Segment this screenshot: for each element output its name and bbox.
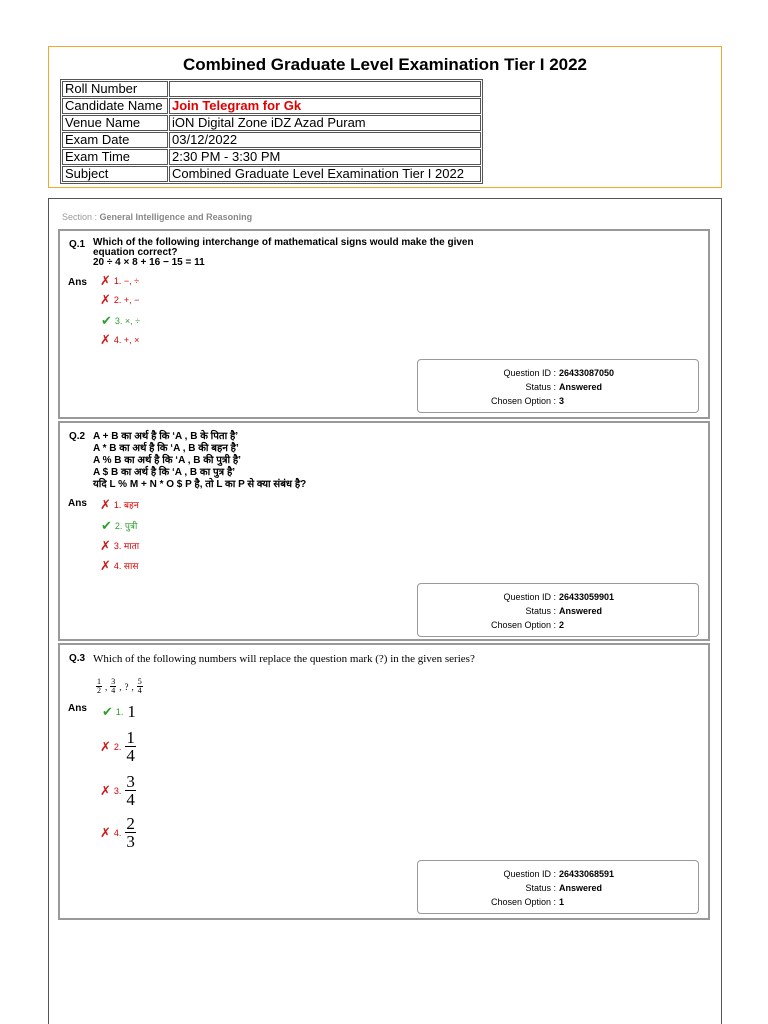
chosen-option-label: Chosen Option : (490, 396, 556, 406)
question-line: A * B का अर्थ है कि ‘A , B की बहन है’ (93, 443, 239, 454)
question-id-label: Question ID : (503, 592, 556, 602)
question-meta (417, 583, 699, 637)
answer-label: Ans (68, 498, 87, 509)
cross-mark-icon: ✗ (100, 782, 111, 798)
question-number: Q.3 (69, 653, 86, 664)
status-row (418, 606, 698, 616)
numerator: 2 (126, 814, 135, 833)
numerator: 3 (126, 772, 135, 791)
option-text: 3. (113, 785, 122, 796)
option-2 (100, 729, 136, 764)
question-line: 20 ÷ 4 × 8 + 16 − 15 = 11 (93, 257, 205, 268)
question-id-value: 26433068591 (559, 869, 615, 879)
subject-value: Combined Graduate Level Examination Tier I 2022 (169, 166, 481, 182)
cross-mark-icon: ✗ (100, 557, 111, 573)
cross-mark-icon: ✗ (100, 496, 111, 512)
question-card-1 (58, 229, 710, 419)
question-id-value: 26433087050 (559, 368, 615, 378)
status-row (418, 382, 698, 392)
question-line: A % B का अर्थ है कि ‘A , B की पुत्री है’ (93, 455, 241, 466)
table-row (62, 166, 481, 182)
chosen-option-value: 1 (559, 897, 565, 907)
option-1 (102, 702, 136, 722)
numerator: 5 (137, 677, 142, 686)
subject-label: Subject (62, 166, 168, 182)
chosen-option-label: Chosen Option : (490, 897, 556, 907)
option-value: 1 (127, 702, 136, 721)
roll-number-value (169, 81, 481, 97)
status-value: Answered (559, 382, 603, 392)
numerator: 1 (97, 677, 101, 686)
chosen-option-row (418, 620, 698, 630)
question-number: Q.1 (69, 239, 86, 250)
question-line: Which of the following interchange of mathematical signs would make the given (93, 237, 474, 248)
question-id-row (418, 592, 698, 602)
section-name: General Intelligence and Reasoning (99, 212, 253, 222)
numerator: 3 (111, 677, 116, 686)
option-4 (100, 559, 138, 572)
option-1 (100, 498, 139, 511)
option-fraction (125, 729, 136, 764)
series-fraction (137, 678, 143, 695)
series-separator: , (119, 681, 122, 692)
option-3 (100, 539, 139, 552)
option-text: 3. ×, ÷ (114, 316, 141, 326)
chosen-option-value: 2 (559, 620, 565, 630)
table-row (62, 132, 481, 148)
table-row (62, 115, 481, 131)
section-prefix: Section : (62, 212, 100, 222)
cross-mark-icon: ✗ (100, 738, 111, 754)
cross-mark-icon: ✗ (100, 537, 111, 553)
question-id-label: Question ID : (503, 869, 556, 879)
question-id-value: 26433059901 (559, 592, 615, 602)
answer-label: Ans (68, 277, 87, 288)
option-1 (100, 273, 140, 288)
cross-mark-icon: ✗ (100, 273, 111, 288)
exam-time-label: Exam Time (62, 149, 168, 165)
question-line: equation correct? (93, 247, 178, 258)
option-fraction (125, 773, 136, 808)
question-id-label: Question ID : (503, 368, 556, 378)
question-text (93, 238, 474, 268)
series-fraction (96, 678, 102, 695)
roll-number-label: Roll Number (62, 81, 168, 97)
option-3 (100, 773, 136, 808)
cross-mark-icon: ✗ (100, 824, 111, 840)
option-text: 4. सास (113, 561, 139, 571)
check-mark-icon: ✔ (101, 517, 112, 533)
chosen-option-row (418, 897, 698, 907)
option-2 (101, 519, 137, 532)
option-4 (100, 815, 136, 850)
status-label: Status : (525, 606, 556, 616)
question-line: A + B का अर्थ है कि ‘A , B के पिता है’ (93, 431, 239, 442)
status-value: Answered (559, 606, 603, 616)
question-id-row (418, 368, 698, 378)
candidate-name-label: Candidate Name (62, 98, 168, 114)
option-text: 1. (115, 707, 124, 717)
option-3 (101, 313, 141, 328)
exam-header (48, 46, 722, 188)
question-text (93, 654, 475, 664)
answer-label: Ans (68, 703, 87, 714)
question-line: Which of the following numbers will replace the question mark (?) in the given series? (93, 653, 475, 665)
chosen-option-row (418, 396, 698, 406)
series-separator: , (105, 681, 108, 692)
option-text: 4. (113, 827, 122, 838)
table-row (62, 149, 481, 165)
numerator: 1 (126, 728, 135, 747)
question-meta (417, 860, 699, 914)
denominator: 4 (111, 686, 116, 695)
exam-time-value: 2:30 PM - 3:30 PM (169, 149, 481, 165)
status-row (418, 883, 698, 893)
option-text: 1. −, ÷ (113, 276, 140, 286)
option-text: 2. पुत्री (114, 521, 138, 531)
option-text: 2. +, − (113, 295, 140, 305)
option-text: 4. +, × (113, 335, 140, 345)
question-card-2 (58, 421, 710, 641)
question-number: Q.2 (69, 431, 86, 442)
exam-title: Combined Graduate Level Examination Tier I 2022 (182, 55, 588, 74)
denominator: 4 (126, 746, 135, 765)
question-id-row (418, 869, 698, 879)
exam-date-label: Exam Date (62, 132, 168, 148)
chosen-option-value: 3 (559, 396, 565, 406)
denominator: 2 (97, 686, 101, 695)
question-line: यदि L % M + N * O $ P है, तो L का P से क्या संबंध है? (93, 479, 307, 490)
table-row (62, 98, 481, 114)
venue-name-value: iON Digital Zone iDZ Azad Puram (169, 115, 481, 131)
venue-name-label: Venue Name (62, 115, 168, 131)
question-line: A $ B का अर्थ है कि ‘A , B का पुत्र है’ (93, 467, 236, 478)
chosen-option-label: Chosen Option : (490, 620, 556, 630)
option-fraction (125, 815, 136, 850)
cross-mark-icon: ✗ (100, 292, 111, 307)
cross-mark-icon: ✗ (100, 332, 111, 347)
number-series (96, 678, 143, 695)
status-value: Answered (559, 883, 603, 893)
check-mark-icon: ✔ (102, 704, 113, 719)
status-label: Status : (525, 883, 556, 893)
candidate-info-table (60, 79, 483, 184)
denominator: 4 (137, 686, 142, 695)
section-label (62, 212, 252, 222)
question-meta (417, 359, 699, 413)
table-row (62, 81, 481, 97)
option-text: 3. माता (113, 541, 140, 551)
series-fraction (110, 678, 116, 695)
denominator: 3 (126, 832, 135, 851)
candidate-name-value: Join Telegram for Gk (169, 98, 481, 114)
option-4 (100, 332, 140, 347)
check-mark-icon: ✔ (101, 313, 112, 328)
question-card-3 (58, 643, 710, 920)
exam-date-value: 03/12/2022 (169, 132, 481, 148)
status-label: Status : (525, 382, 556, 392)
option-text: 2. (113, 741, 122, 752)
series-separator: , (131, 681, 134, 692)
option-2 (100, 292, 140, 307)
series-question-mark: ? (124, 681, 129, 692)
option-text: 1. बहन (113, 500, 139, 510)
denominator: 4 (126, 790, 135, 809)
question-text (93, 431, 306, 491)
